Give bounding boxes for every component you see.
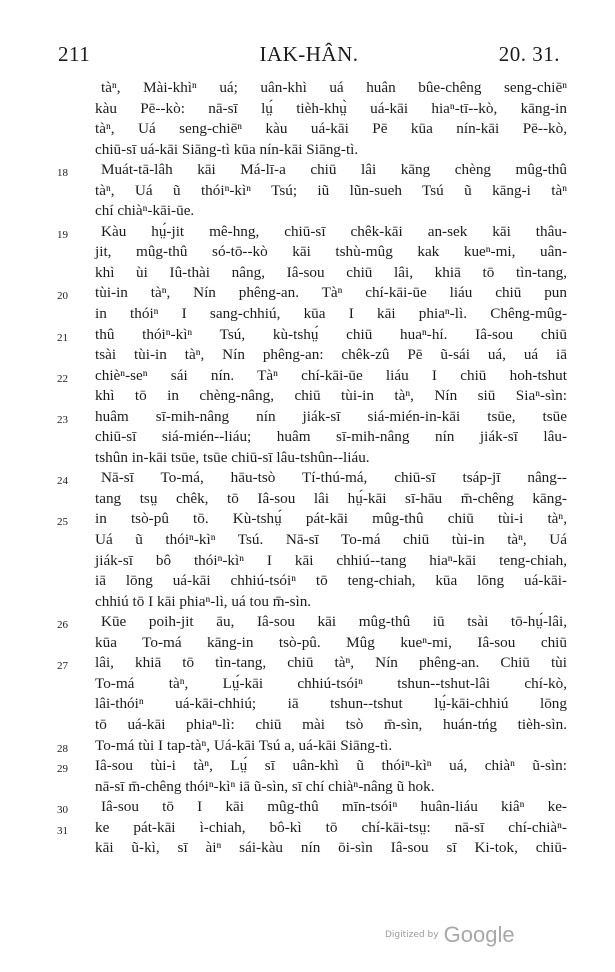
text-line [57, 140, 567, 161]
line-text: tùi-in tàⁿ, Nín phêng-an. Tàⁿ chí-kāi-ūe liáu chiū pun [95, 284, 567, 302]
text-line [57, 448, 567, 469]
line-text: Iâ-sou tō I kāi mûg-thû mīn-tsóiⁿ huân-liáu kiâⁿ ke- [101, 798, 567, 816]
text-line [57, 325, 567, 346]
line-text: Kūe poih-jit āu, Iâ-sou kāi mûg-thû iū tsài tō-hṳ́-lâi, [101, 613, 567, 631]
line-text: To-má tùi I tap-tàⁿ, Uá-kāi Tsú a, uá-kāi Siāng-tì. [95, 736, 393, 754]
verse-number: 25 [57, 516, 68, 529]
line-text: chhiú tō I kāi phiaⁿ-lì, uá tou m̄-sìn. [95, 592, 312, 610]
text-line [57, 509, 567, 530]
text-line [57, 633, 567, 654]
line-text: tshûn in-kāi tsūe, tsūe chiū-sī lâu-tshûn--liáu. [95, 448, 370, 466]
line-text: lâi, khiā tō tìn-tang, chiū tàⁿ, Nín phêng-an. Chiū tùi [95, 654, 567, 672]
line-text: jiák-sī bô thóiⁿ-kìⁿ I kāi chhiú--tang hiaⁿ-kāi teng-chiah, [95, 551, 567, 569]
line-text: ke pát-kāi ì-chiah, bô-kì tō chí-kāi-tsṳ: nā-sī chí-chiàⁿ- [95, 818, 567, 836]
verse-number: 24 [57, 475, 68, 488]
line-text: tang tsṳ chêk, tō Iâ-sou lâi hṳ́-kāi sī-hāu m̄-chêng kāng- [95, 489, 567, 507]
line-text: tsài tùi-in tàⁿ, Nín phêng-an: chêk-zû Pē ũ-sái uá, uá iā [95, 346, 567, 364]
line-text: iā lōng uá-kāi chhiú-tsóiⁿ tō teng-chiah, kūa lōng uá-kāi- [95, 572, 567, 590]
text-line [57, 99, 567, 120]
scripture-text [57, 78, 567, 859]
text-line [57, 407, 567, 428]
line-text: Iâ-sou tùi-i tàⁿ, Lṳ́ sī uân-khì ũ thóiⁿ-kìⁿ uá, chiàⁿ ũ-sìn: [95, 757, 567, 775]
text-line [57, 571, 567, 592]
line-text: Uá ũ thóiⁿ-kìⁿ Tsú. Nā-sī To-má chiū tùi-in tàⁿ, Uá [95, 531, 567, 549]
text-line [57, 777, 567, 798]
verse-number: 31 [57, 824, 68, 837]
text-line [57, 181, 567, 202]
text-line [57, 674, 567, 695]
line-text: chiū-sī uá-kāi Siāng-tì kūa nín-kāi Siāng-tì. [95, 140, 359, 158]
text-line [57, 530, 567, 551]
text-line [57, 201, 567, 222]
text-line [57, 386, 567, 407]
line-text: chiū-sī siá-mién--liáu; huâm sī-mih-nâng nín jiák-sī lâu- [95, 428, 567, 446]
line-text: Muát-tā-lâh kāi Má-lī-a chiū lâi kāng chèng mûg-thû [101, 161, 567, 179]
text-line [57, 119, 567, 140]
text-line [57, 263, 567, 284]
line-text: tō uá-kāi phiaⁿ-lì: chiū mài tsò m̄-sìn, huán-tńg tièh-sìn. [95, 715, 567, 733]
line-text: Kàu hṳ́-jit mê-hng, chiū-sī chêk-kāi an-sek kāi thâu- [101, 222, 567, 240]
google-logo: Google [443, 922, 515, 947]
line-text: tàⁿ, Mài-khìⁿ uá; uân-khì uá huân bûe-chêng seng-chiēⁿ [101, 79, 567, 96]
line-text: khì tō in chèng-nâng, chiū tùi-in tàⁿ, Nín siū Siaⁿ-sìn: [95, 387, 567, 405]
text-line [57, 653, 567, 674]
text-line [57, 283, 567, 304]
line-text: kàu Pē--kò: nā-sī lṳ́ tièh-khṳ̀ uá-kāi hiaⁿ-tī--kò, kāng-in [95, 99, 567, 117]
text-line [57, 838, 567, 859]
line-text: tàⁿ, Uá ũ thóiⁿ-kìⁿ Tsú; iũ lũn-sueh Tsú ũ kāng-i tàⁿ [95, 181, 567, 199]
line-text: in tsò-pû tō. Kù-tshṳ́ pát-kāi mûg-thû chiū tùi-i tàⁿ, [95, 510, 567, 528]
text-line [57, 345, 567, 366]
verse-number: 22 [57, 372, 68, 385]
verse-number: 18 [57, 167, 68, 180]
text-line [57, 551, 567, 572]
verse-number: 20 [57, 290, 68, 303]
text-line [57, 489, 567, 510]
line-text: huâm sī-mih-nâng nín jiák-sī siá-mién-in-kāi tsūe, tsūe [95, 407, 567, 425]
page-number: 211 [58, 42, 91, 66]
verse-number: 23 [57, 413, 68, 426]
line-text: in thóiⁿ I sang-chhiú, kūa I kāi phiaⁿ-lì. Chêng-mûg- [95, 305, 567, 323]
verse-number: 27 [57, 660, 68, 673]
text-line [57, 797, 567, 818]
verse-number: 29 [57, 763, 68, 776]
chapter-verse-ref: 20. 31. [498, 42, 560, 66]
page-title: IAK-HÂN. [259, 42, 359, 66]
line-text: lâi-thóiⁿ uá-kāi-chhiú; iā tshun--tshut lṳ́-kāi-chhiú lōng [95, 695, 567, 713]
line-text: thû thóiⁿ-kìⁿ Tsú, kù-tshṳ́ chiū huaⁿ-hí. Iâ-sou chiū [95, 325, 567, 343]
line-text: nā-sī m̄-chêng thóiⁿ-kìⁿ iā ũ-sìn, sī chí chiàⁿ-nâng ũ hok. [95, 777, 435, 795]
digitization-watermark [385, 922, 515, 948]
text-line [57, 304, 567, 325]
line-text: Nā-sī To-má, hāu-tsò Tí-thú-má, chiū-sī tsáp-jī nâng-- [101, 469, 567, 487]
line-text: chí chiàⁿ-kāi-ūe. [95, 202, 195, 220]
text-line [57, 612, 567, 633]
text-line [57, 78, 567, 99]
digitized-by-label: Digitized by [385, 930, 439, 940]
text-line [57, 242, 567, 263]
text-line [57, 592, 567, 613]
text-line [57, 818, 567, 839]
text-line [57, 160, 567, 181]
text-line [57, 468, 567, 489]
text-line [57, 715, 567, 736]
line-text: To-má tàⁿ, Lṳ́-kāi chhiú-tsóiⁿ tshun--tshut-lâi chí-kò, [95, 674, 567, 692]
line-text: khì ùi Iû-thài nâng, Iâ-sou chiū lâi, khiā tō tìn-tang, [95, 263, 567, 281]
text-line [57, 756, 567, 777]
text-line [57, 366, 567, 387]
line-text: chièⁿ-seⁿ sái nín. Tàⁿ chí-kāi-ūe liáu I chiū hoh-tshut [95, 366, 567, 384]
text-line [57, 694, 567, 715]
verse-number: 21 [57, 331, 68, 344]
line-text: tàⁿ, Uá seng-chiēⁿ kàu uá-kāi Pē kūa nín-kāi Pē--kò, [95, 120, 567, 138]
verse-number: 19 [57, 228, 68, 241]
line-text: jit, mûg-thû só-tō--kò kāi tshù-mûg kak kueⁿ-mi, uân- [95, 243, 567, 261]
text-line [57, 222, 567, 243]
line-text: kūa To-má kāng-in tsò-pû. Mûg kueⁿ-mi, Iâ-sou chiū [95, 633, 567, 651]
verse-number: 26 [57, 619, 68, 632]
page-header [58, 42, 560, 68]
text-line [57, 736, 567, 757]
verse-number: 30 [57, 804, 68, 817]
text-line [57, 427, 567, 448]
line-text: kāi ũ-kì, sī àiⁿ sái-kàu nín ōi-sìn Iâ-sou sī Ki-tok, chiū- [95, 839, 567, 857]
verse-number: 28 [57, 742, 68, 755]
